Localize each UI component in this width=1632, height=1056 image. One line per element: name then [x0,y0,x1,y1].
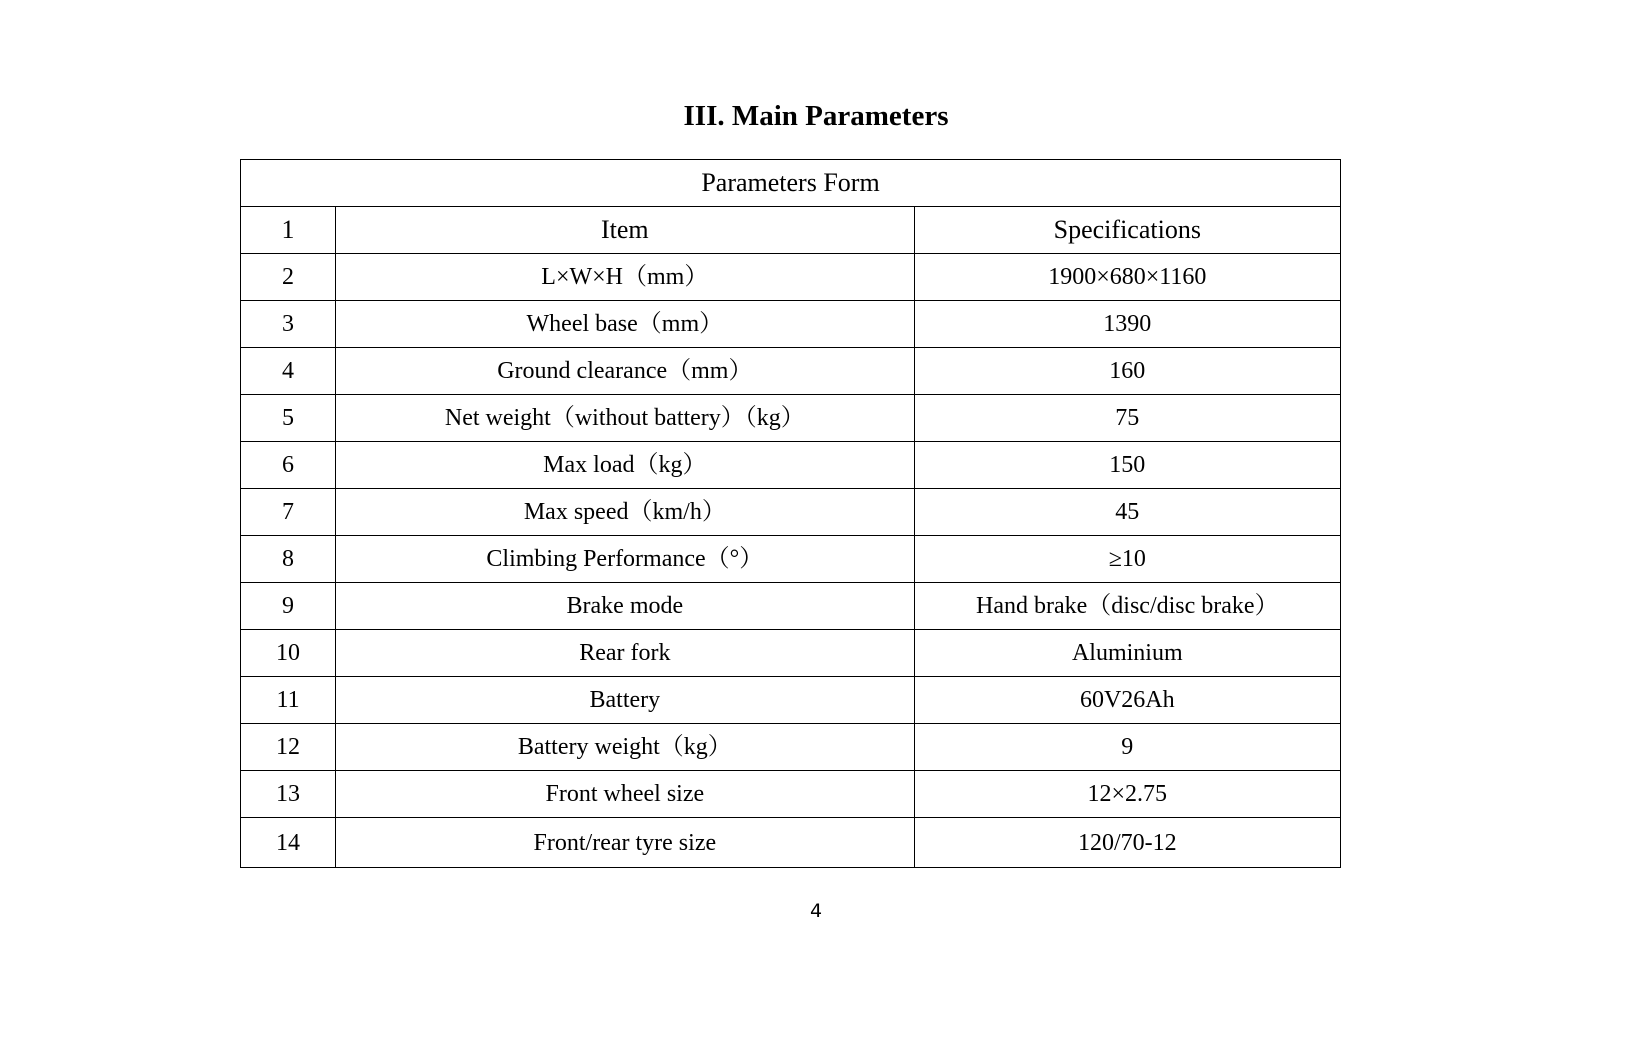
table-caption-row [241,160,1341,207]
row-spec-cell: Aluminium [914,630,1340,677]
header-number-cell: 1 [241,207,336,254]
row-number-cell: 12 [241,724,336,771]
row-item-cell: Wheel base（mm） [336,301,915,348]
row-spec-cell: 9 [914,724,1340,771]
row-number-cell: 3 [241,301,336,348]
header-item-cell: Item [336,207,915,254]
page-number: 4 [809,900,823,922]
row-item-cell: Battery weight（kg） [336,724,915,771]
row-number-cell: 13 [241,771,336,818]
row-spec-cell: 150 [914,442,1340,489]
row-spec-cell: ≥10 [914,536,1340,583]
row-spec-cell: 75 [914,395,1340,442]
row-number-cell: 8 [241,536,336,583]
table-row [241,677,1341,724]
table-row [241,395,1341,442]
table-row [241,489,1341,536]
table-row [241,630,1341,677]
page-title: III. Main Parameters [683,100,949,132]
header-spec-cell: Specifications [914,207,1340,254]
row-number-cell: 5 [241,395,336,442]
row-number-cell: 11 [241,677,336,724]
table-row [241,771,1341,818]
row-item-cell: Front/rear tyre size [336,818,915,868]
row-number-cell: 14 [241,818,336,868]
row-spec-cell: 1390 [914,301,1340,348]
row-number-cell: 7 [241,489,336,536]
row-item-cell: Rear fork [336,630,915,677]
table-row [241,536,1341,583]
row-item-cell: Brake mode [336,583,915,630]
row-spec-cell: 1900×680×1160 [914,254,1340,301]
table-row [241,442,1341,489]
row-item-cell: Battery [336,677,915,724]
table-row [241,301,1341,348]
row-item-cell: Climbing Performance（°） [336,536,915,583]
row-number-cell: 10 [241,630,336,677]
row-number-cell: 6 [241,442,336,489]
row-spec-cell: Hand brake（disc/disc brake） [914,583,1340,630]
row-item-cell: Max speed（km/h） [336,489,915,536]
row-spec-cell: 12×2.75 [914,771,1340,818]
table-row [241,348,1341,395]
row-spec-cell: 45 [914,489,1340,536]
parameters-table [240,159,1341,868]
row-item-cell: Front wheel size [336,771,915,818]
table-row [241,583,1341,630]
row-item-cell: Ground clearance（mm） [336,348,915,395]
row-item-cell: Net weight（without battery）（kg） [336,395,915,442]
row-number-cell: 2 [241,254,336,301]
table-row [241,818,1341,868]
row-number-cell: 9 [241,583,336,630]
row-number-cell: 4 [241,348,336,395]
table-header-row [241,207,1341,254]
table-row [241,254,1341,301]
row-item-cell: Max load（kg） [336,442,915,489]
table-row [241,724,1341,771]
row-item-cell: L×W×H（mm） [336,254,915,301]
row-spec-cell: 160 [914,348,1340,395]
row-spec-cell: 120/70-12 [914,818,1340,868]
table-caption: Parameters Form [241,160,1341,207]
row-spec-cell: 60V26Ah [914,677,1340,724]
